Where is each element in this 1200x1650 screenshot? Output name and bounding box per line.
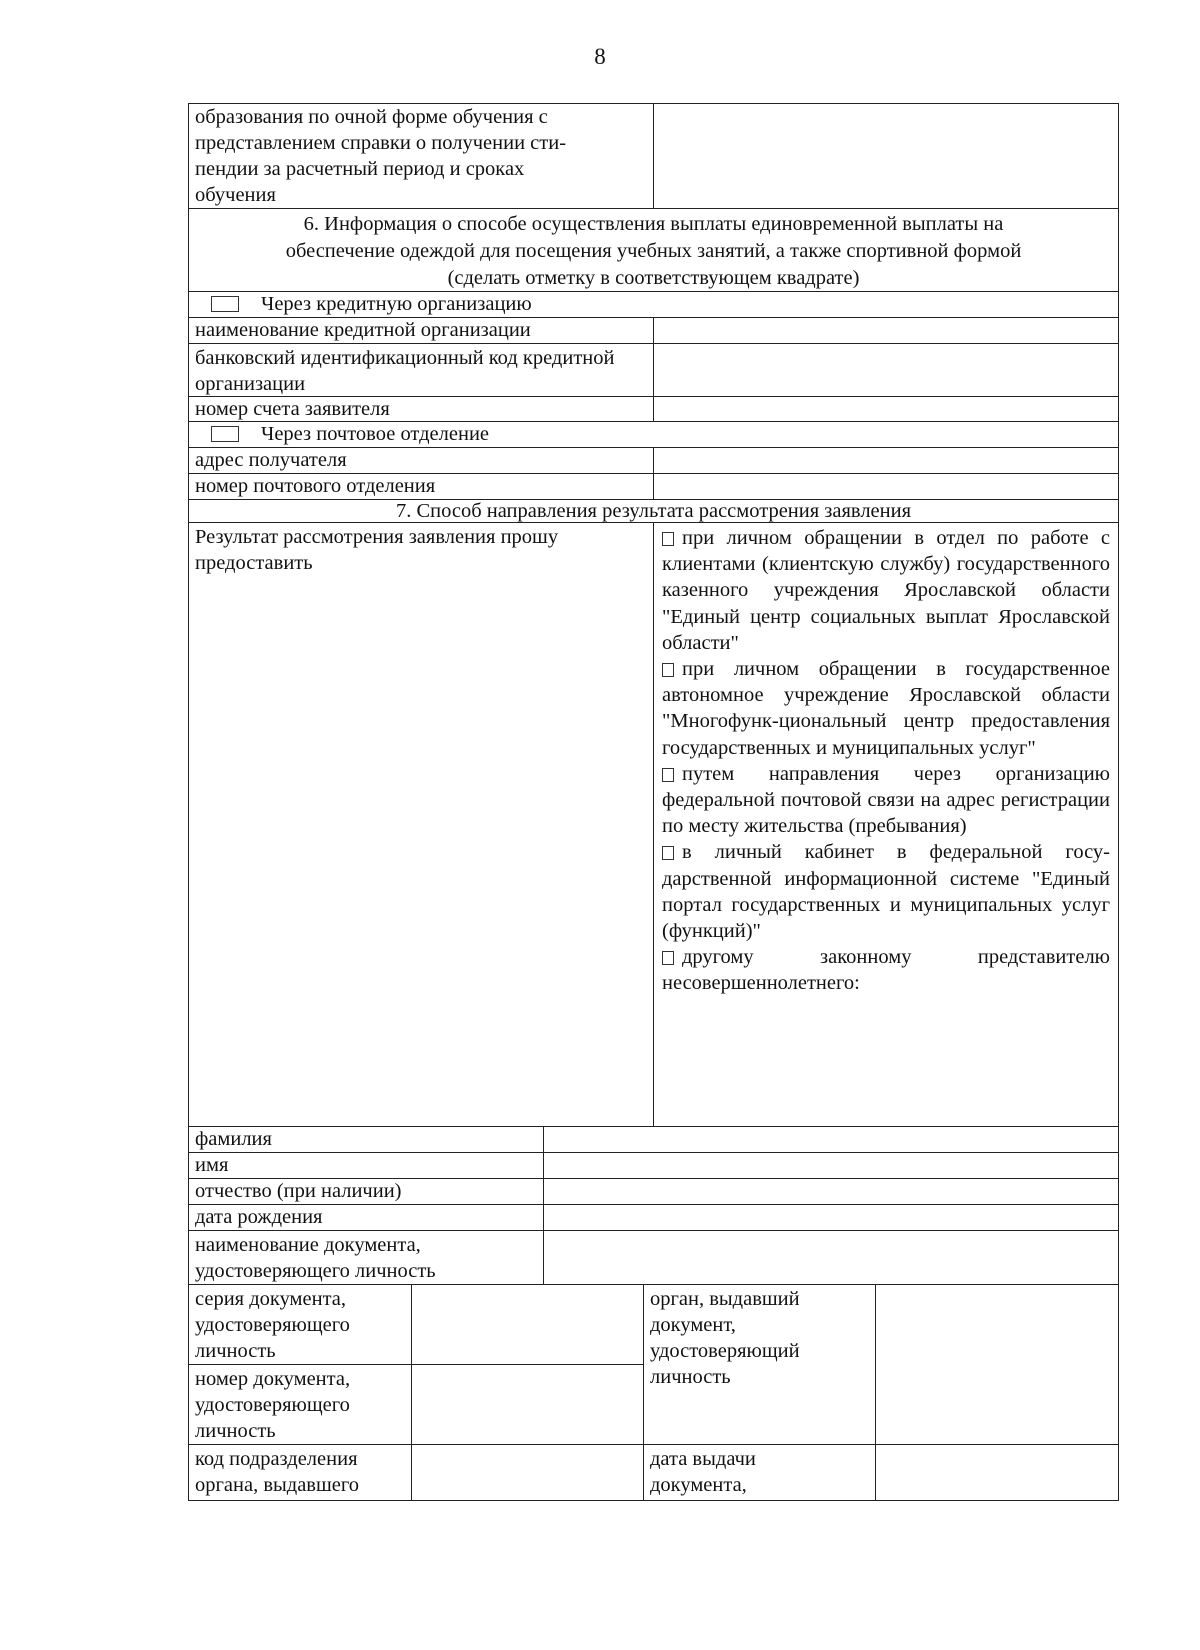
education-info-line: пендии за расчетный период и сроках	[195, 158, 525, 180]
post-option-row	[188, 421, 1119, 448]
rep-surname-field[interactable]	[543, 1126, 1119, 1153]
education-info-label	[188, 103, 654, 209]
section-6-heading-line: (сделать отметку в соответствующем квадрате)	[447, 267, 860, 289]
delivery-option-checkbox[interactable]	[662, 663, 674, 677]
rep-birthdate-field[interactable]	[543, 1204, 1119, 1231]
doc-number-label: номер документа, удостоверяющего личность	[188, 1364, 412, 1445]
delivery-option-text: при личном обращении в отдел по работе с клиентами (клиентскую службу) государственного казенного учреждения Ярославской области "Единый центр социальных выплат Ярославской области"	[662, 527, 1110, 654]
delivery-option-text: путем направления через организацию федеральной почтовой связи на адрес регистрации по месту жительства (пребывания)	[662, 762, 1110, 838]
doc-series-label: серия документа, удостоверяющего личность	[188, 1284, 412, 1365]
delivery-option-checkbox[interactable]	[662, 951, 674, 965]
rep-name-label: имя	[188, 1152, 544, 1179]
issuer-label: орган, выдавший документ, удостоверяющий личность	[643, 1284, 876, 1445]
delivery-option-text: другому законному представителю несовершеннолетнего:	[662, 946, 1110, 995]
delivery-option-client-service[interactable]	[662, 525, 1110, 656]
issue-date-label: дата выдачи документа,	[643, 1444, 876, 1501]
section-7-heading: 7. Способ направления результата рассмотрения заявления	[188, 499, 1119, 523]
issue-date-field[interactable]	[875, 1444, 1119, 1501]
rep-id-doc-name-label: наименование документа, удостоверяющего личность	[188, 1230, 544, 1285]
delivery-option-text: в личный кабинет в федеральной госу-дарственной информационной системе "Единый портал государственных и муниципальных услуг (функций)"	[662, 841, 1110, 943]
section-6-heading-line: 6. Информация о способе осуществления выплаты единовременной выплаты на	[303, 213, 1004, 235]
result-delivery-options	[653, 522, 1119, 1127]
account-number-label: номер счета заявителя	[188, 396, 654, 422]
section-6-heading-line: обеспечение одеждой для посещения учебных занятий, а также спортивной формой	[285, 240, 1022, 262]
credit-option-checkbox[interactable]	[211, 296, 239, 312]
bank-bic-field[interactable]	[653, 343, 1119, 397]
education-info-line: образования по очной форме обучения с	[195, 106, 548, 128]
delivery-option-checkbox[interactable]	[662, 768, 674, 782]
issuer-field[interactable]	[875, 1284, 1119, 1445]
section-6-heading	[188, 208, 1119, 292]
delivery-option-representative[interactable]	[662, 944, 1110, 996]
application-form-table	[188, 103, 1119, 1541]
recipient-address-field[interactable]	[653, 447, 1119, 474]
rep-name-field[interactable]	[543, 1152, 1119, 1179]
account-number-field[interactable]	[653, 396, 1119, 422]
education-info-value[interactable]	[653, 103, 1119, 209]
rep-surname-label: фамилия	[188, 1126, 544, 1153]
delivery-option-checkbox[interactable]	[662, 532, 674, 546]
credit-org-name-label: наименование кредитной организации	[188, 317, 654, 344]
credit-option-row	[188, 291, 1119, 318]
credit-org-name-field[interactable]	[653, 317, 1119, 344]
credit-option-label: Через кредитную организацию	[261, 293, 532, 315]
post-option-checkbox[interactable]	[211, 426, 239, 442]
bank-bic-label: банковский идентификационный код кредитной организации	[188, 343, 654, 397]
division-code-label: код подразделения органа, выдавшего	[188, 1444, 412, 1501]
result-delivery-label: Результат рассмотрения заявления прошу предоставить	[188, 522, 654, 1127]
rep-id-doc-name-field[interactable]	[543, 1230, 1119, 1285]
page-number: 8	[594, 44, 606, 69]
division-code-field[interactable]	[411, 1444, 644, 1501]
delivery-option-mfc[interactable]	[662, 656, 1110, 761]
delivery-option-post[interactable]	[662, 761, 1110, 840]
post-office-number-label: номер почтового отделения	[188, 473, 654, 500]
delivery-option-gosuslugi[interactable]	[662, 839, 1110, 944]
delivery-option-checkbox[interactable]	[662, 846, 674, 860]
recipient-address-label: адрес получателя	[188, 447, 654, 474]
doc-series-field[interactable]	[411, 1284, 644, 1365]
post-option-label: Через почтовое отделение	[261, 423, 490, 445]
doc-number-field[interactable]	[411, 1364, 644, 1445]
education-info-line: представлением справки о получении сти-	[195, 132, 567, 154]
delivery-option-text: при личном обращении в государственное автономное учреждение Ярославской области "Многофунк-циональный центр предоставления государственных и муниципальных услуг"	[662, 658, 1110, 759]
rep-birthdate-label: дата рождения	[188, 1204, 544, 1231]
rep-patronymic-field[interactable]	[543, 1178, 1119, 1205]
rep-patronymic-label: отчество (при наличии)	[188, 1178, 544, 1205]
education-info-line: обучения	[195, 184, 276, 206]
post-office-number-field[interactable]	[653, 473, 1119, 500]
